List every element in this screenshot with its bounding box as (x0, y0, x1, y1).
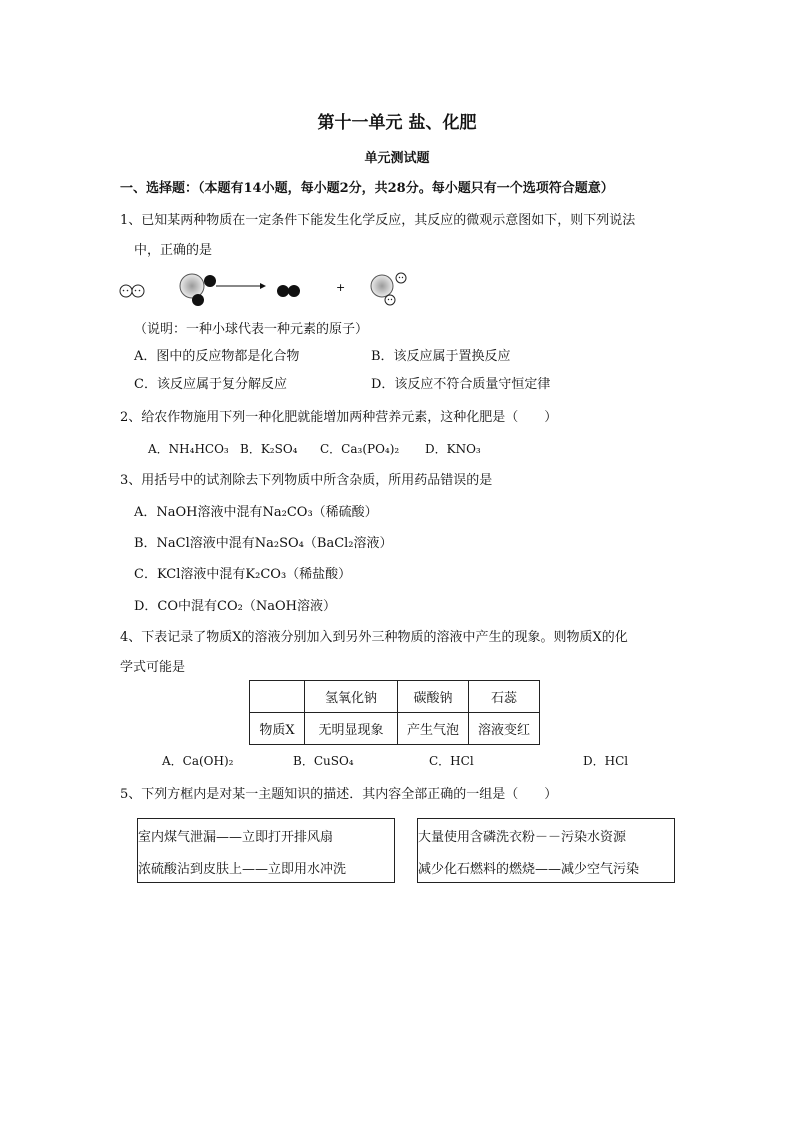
q2-option-a: A．NH₄HCO₃ (148, 442, 229, 456)
q3-option-a: A．NaOH溶液中混有Na₂CO₃（稀硫酸） (134, 505, 378, 520)
reaction-diagram (110, 265, 430, 315)
plus-sign: + (336, 281, 346, 294)
q2-option-b: B．K₂SO₄ (240, 442, 298, 456)
q2-option-c: C．Ca₃(PO₄)₂ (320, 442, 400, 456)
box-line: 浓硫酸沾到皮肤上——立即用水冲洗 (138, 862, 347, 877)
q3-stem: 3、用括号中的试剂除去下列物质中所含杂质，所用药品错误的是 (120, 473, 493, 488)
page-subtitle: 单元测试题 (364, 151, 430, 166)
reactant-molecule-large-atom (180, 274, 216, 306)
table-header-cell: 碳酸钠 (398, 681, 469, 713)
table-cell: 物质X (250, 713, 305, 745)
q4-option-b: B．CuSO₄ (293, 754, 354, 768)
q5-stem: 5、下列方框内是对某一主题知识的描述．其内容全部正确的一组是（ ） (120, 787, 558, 802)
table-row (250, 713, 540, 745)
reaction-arrow (216, 283, 266, 289)
q1-option-c: C．该反应属于复分解反应 (134, 377, 287, 392)
page-title: 第十一单元 盐、化肥 (317, 113, 477, 133)
q1-stem-line1: 1、已知某两种物质在一定条件下能发生化学反应，其反应的微观示意图如下，则下列说法 (120, 213, 636, 228)
reactant-molecule-small-atoms (120, 285, 144, 297)
table-header-row (250, 681, 540, 713)
q2-option-d: D．KNO₃ (425, 442, 481, 456)
table-cell: 无明显现象 (305, 713, 398, 745)
q3-option-d: D．CO中混有CO₂（NaOH溶液） (134, 599, 336, 614)
table-header-cell: 石蕊 (469, 681, 540, 713)
q5-knowledge-box-1 (137, 818, 395, 883)
q1-option-b: B．该反应属于置换反应 (371, 349, 511, 364)
q4-stem-line2: 学式可能是 (120, 660, 186, 675)
box-line: 室内煤气泄漏——立即打开排风扇 (138, 830, 334, 845)
box-line: 减少化石燃料的燃烧——减少空气污染 (418, 862, 640, 877)
q4-option-a: A．Ca(OH)₂ (162, 754, 234, 768)
table-header-cell (250, 681, 305, 713)
table-cell: 产生气泡 (398, 713, 469, 745)
q5-knowledge-box-2 (417, 818, 675, 883)
q4-option-c: C．HCl (429, 754, 474, 768)
q4-option-d: D．HCl (583, 754, 629, 768)
q4-stem-line1: 4、下表记录了物质X的溶液分别加入到另外三种物质的溶液中产生的现象。则物质X的化 (120, 630, 628, 645)
q2-stem: 2、给农作物施用下列一种化肥就能增加两种营养元素，这种化肥是（ ） (120, 410, 558, 425)
q1-note: （说明：一种小球代表一种元素的原子） (134, 322, 369, 337)
q3-option-c: C．KCl溶液中混有K₂CO₃（稀盐酸） (134, 567, 352, 582)
product-molecule-black-atoms (277, 285, 300, 297)
q3-option-b: B．NaCl溶液中混有Na₂SO₄（BaCl₂溶液） (134, 536, 393, 551)
section-heading: 一、选择题：（本题有14小题，每小题2分，共28分。每小题只有一个选项符合题意） (120, 181, 614, 196)
q4-result-table (249, 680, 540, 745)
table-cell: 溶液变红 (469, 713, 540, 745)
q1-option-d: D．该反应不符合质量守恒定律 (371, 377, 551, 392)
box-line: 大量使用含磷洗衣粉－－污染水资源 (418, 830, 627, 845)
q1-stem-line2: 中，正确的是 (134, 243, 213, 258)
product-molecule-large-atom (371, 273, 406, 305)
q1-option-a: A．图中的反应物都是化合物 (134, 349, 300, 364)
table-header-cell: 氢氧化钠 (305, 681, 398, 713)
